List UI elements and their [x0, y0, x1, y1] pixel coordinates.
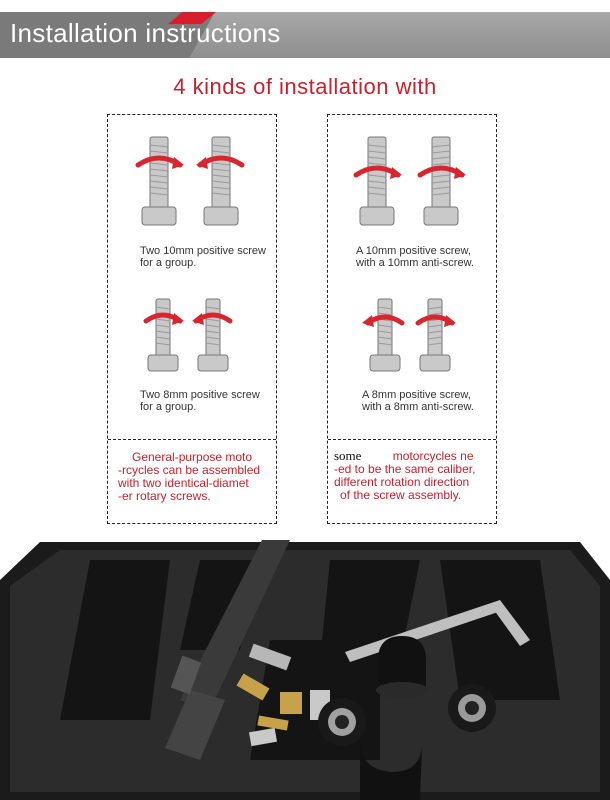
note-right-line3: different rotation direction [334, 475, 470, 489]
note-left-line4: -er rotary screws. [118, 489, 211, 503]
note-right [334, 449, 475, 502]
header-banner [0, 0, 610, 64]
page-title: Installation instructions [10, 18, 281, 48]
installation-panel-right [327, 114, 497, 524]
note-right-line4: of the screw assembly. [340, 488, 462, 502]
note-right-line2: -ed to be the same caliber, [334, 462, 476, 476]
caption-left-top-line2: for a group. [140, 257, 197, 269]
screw-pair-8mm-illustration [108, 285, 276, 385]
note-left [118, 451, 260, 503]
panel-left-divider [108, 439, 276, 440]
note-left-line2: -rcycles can be assembled [118, 463, 261, 477]
note-left-line1: General-purpose moto [132, 450, 253, 464]
page-subtitle: 4 kinds of installation with [173, 74, 437, 99]
note-left-line3: with two identical-diamet [118, 476, 249, 490]
caption-right-top-line1: A 10mm positive screw, [356, 245, 471, 257]
caption-right-bottom-line2: with a 8mm anti-screw. [362, 401, 474, 413]
product-photo [0, 540, 610, 800]
caption-right-bottom-line1: A 8mm positive screw, [362, 389, 471, 401]
screw-pair-8mm-mixed-illustration [328, 285, 496, 385]
note-right-lead: some [334, 448, 362, 463]
note-right-line1-row [334, 449, 475, 463]
caption-left-bottom-line1: Two 8mm positive screw [140, 389, 260, 401]
caption-left-bottom-line2: for a group. [140, 401, 197, 413]
caption-right-top-line2: with a 10mm anti-screw. [356, 257, 474, 269]
panel-right-divider [328, 439, 496, 440]
installation-panel-left [107, 114, 277, 524]
caption-right-top [356, 245, 474, 269]
caption-left-bottom [140, 389, 260, 413]
caption-right-bottom [362, 389, 474, 413]
panel-left-cell-8mm [108, 285, 276, 425]
panel-right-cell-8mm [328, 285, 496, 425]
screw-pair-10mm-mixed-illustration [328, 115, 496, 243]
panel-right-cell-10mm [328, 115, 496, 275]
screw-pair-10mm-illustration [108, 115, 276, 243]
caption-left-top-line1: Two 10mm positive screw [140, 245, 266, 257]
panel-left-cell-10mm [108, 115, 276, 275]
note-right-line1: motorcycles ne [392, 449, 474, 463]
caption-left-top [140, 245, 266, 269]
